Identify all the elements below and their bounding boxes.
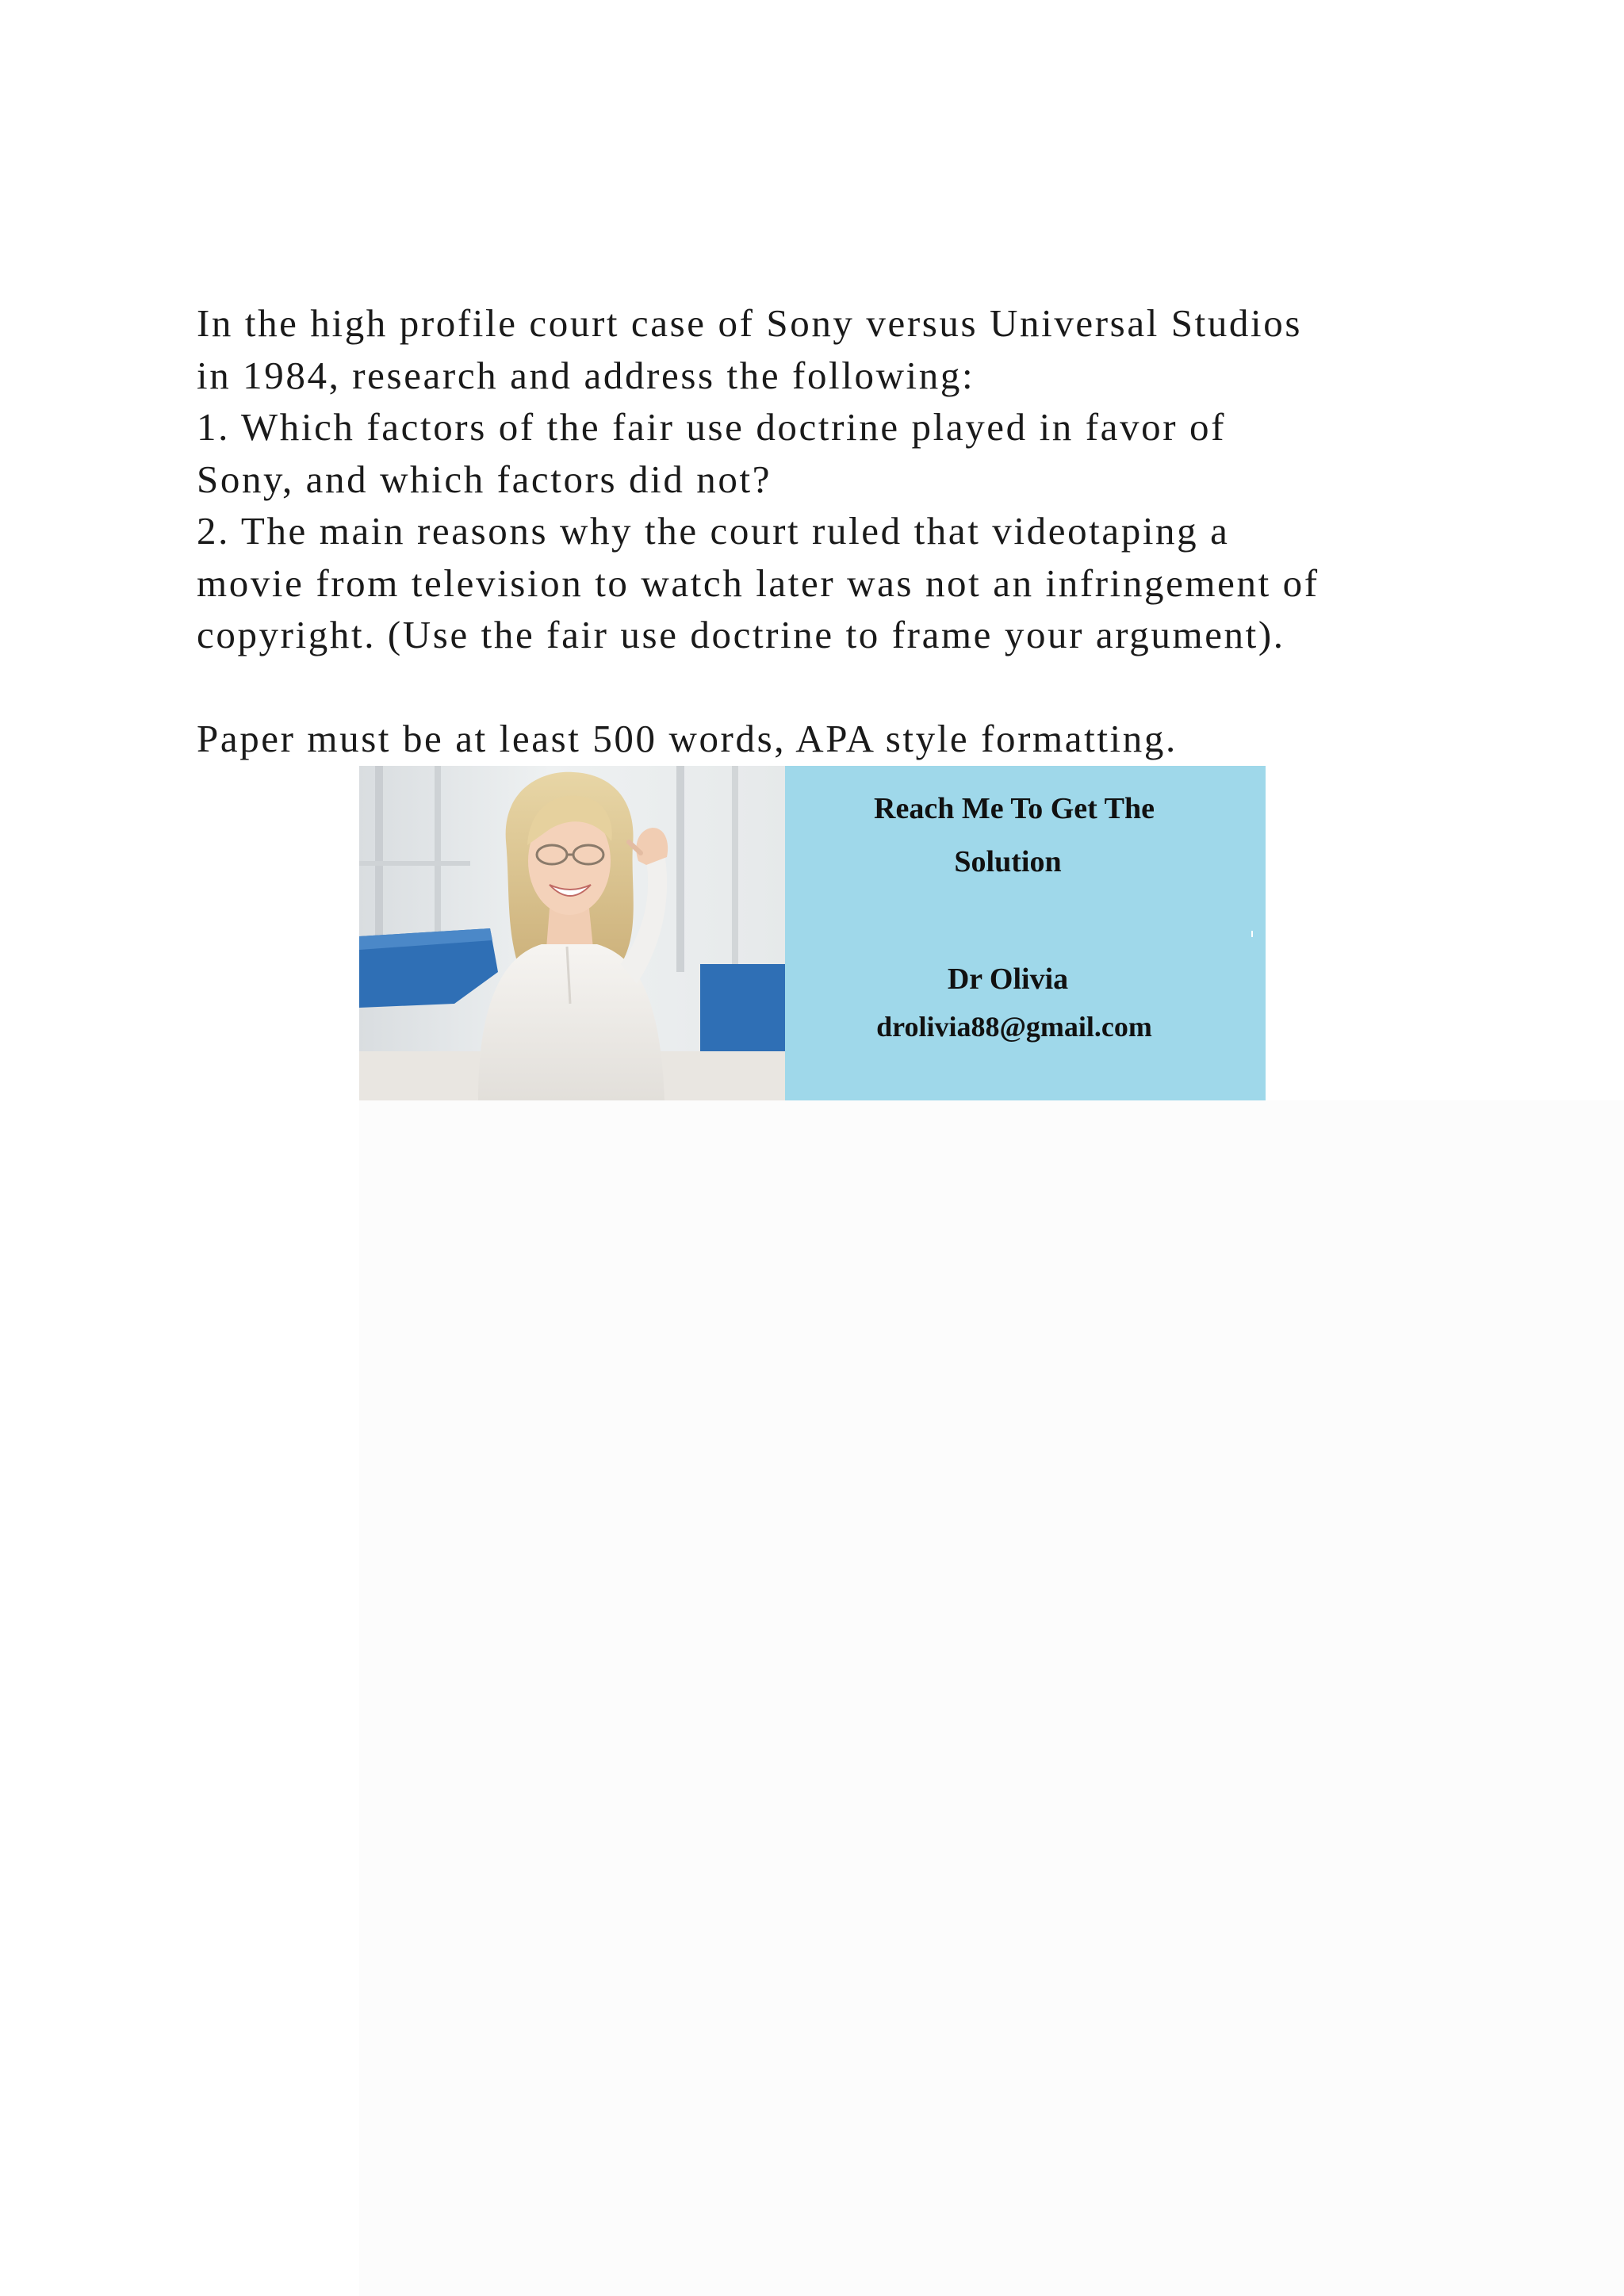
text-line: 2. The main reasons why the court ruled that videotaping a [197,509,1230,553]
card-heading-line-2: Solution [954,845,1062,878]
text-line: in 1984, research and address the following: [197,353,975,397]
assignment-text [197,297,1465,765]
smiling-woman-photo [359,766,785,1100]
text-line: 1. Which factors of the fair use doctrine played in favor of [197,405,1227,449]
contact-banner [359,766,1266,1100]
text-line: Paper must be at least 500 words, APA style formatting. [197,717,1178,760]
text-line: copyright. (Use the fair use doctrine to frame your argument). [197,613,1285,656]
text-line: In the high profile court case of Sony versus Universal Studios [197,301,1303,345]
contact-name: Dr Olivia [947,962,1069,996]
card-mark [1251,931,1253,937]
card-heading-line-1: Reach Me To Get The [874,792,1155,825]
contact-card [785,766,1266,1100]
text-line: Sony, and which factors did not? [197,457,772,501]
blank-line [197,661,1465,714]
contact-email: drolivia88@gmail.com [876,1011,1152,1043]
text-line: movie from television to watch later was not an infringement of [197,561,1320,605]
image-backdrop [359,1100,1624,2296]
